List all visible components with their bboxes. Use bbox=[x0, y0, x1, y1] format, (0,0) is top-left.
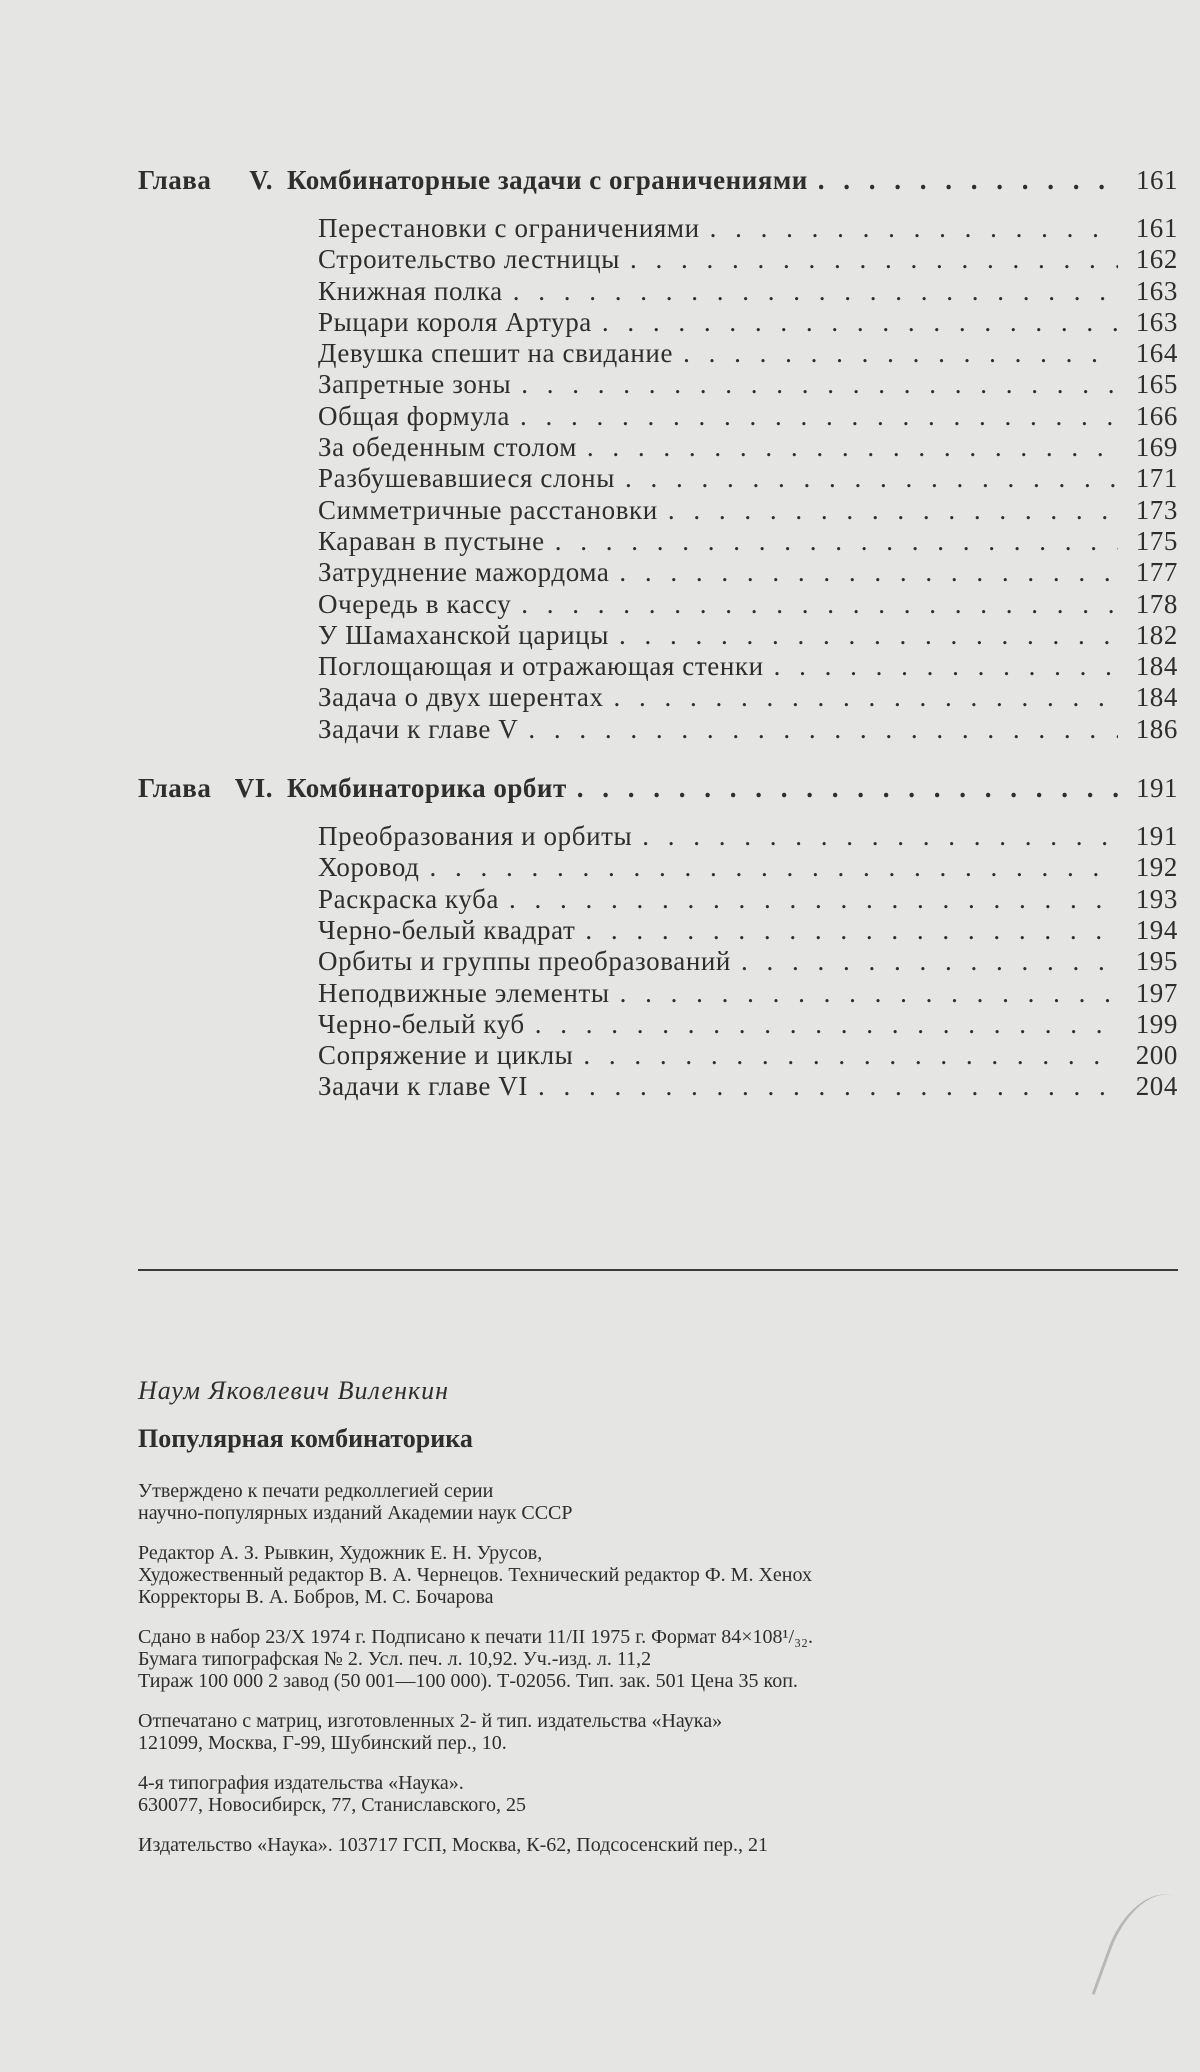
page-smudge-mark bbox=[1092, 1881, 1200, 2019]
author-name: Наум Яковлевич Виленкин bbox=[138, 1376, 450, 1405]
entry-title: Задача о двух шерентах bbox=[318, 682, 604, 713]
dot-leader bbox=[625, 463, 1118, 494]
entry-page: 164 bbox=[1135, 338, 1178, 369]
entry-title: Девушка спешит на свидание bbox=[318, 338, 674, 369]
dot-leader bbox=[583, 1040, 1118, 1071]
toc-entry bbox=[318, 821, 1178, 852]
toc-entry bbox=[318, 651, 1178, 682]
entry-page: 177 bbox=[1135, 557, 1178, 588]
toc-entry bbox=[318, 369, 1178, 400]
dot-leader bbox=[710, 213, 1118, 244]
toc-entry bbox=[318, 1009, 1178, 1040]
printer-line: 4-я типография издательства «Наука». bbox=[138, 1772, 464, 1794]
toc-entry bbox=[318, 682, 1178, 713]
entry-page: 165 bbox=[1135, 369, 1178, 400]
approval-line: Утверждено к печати редколлегией серии bbox=[138, 1480, 494, 1502]
staff-line: Корректоры В. А. Бобров, М. С. Бочарова bbox=[138, 1586, 494, 1608]
toc-entry bbox=[318, 401, 1178, 432]
entry-title: Поглощающая и отражающая стенки bbox=[318, 651, 764, 682]
entry-page: 191 bbox=[1135, 821, 1178, 852]
entry-title: Симметричные расстановки bbox=[318, 494, 658, 525]
dot-leader bbox=[774, 651, 1118, 682]
entry-title: Хоровод bbox=[318, 852, 420, 883]
printer-line: 630077, Новосибирск, 77, Станиславского, 25 bbox=[138, 1794, 526, 1816]
staff-credits bbox=[138, 1542, 1188, 1608]
colophon bbox=[138, 1376, 1188, 1874]
dot-leader bbox=[509, 884, 1118, 915]
matrices-note bbox=[138, 1710, 1188, 1754]
chapter-title: Комбинаторика орбит bbox=[287, 773, 567, 804]
toc-entry bbox=[318, 620, 1178, 651]
dot-leader bbox=[430, 852, 1118, 883]
dot-leader bbox=[619, 557, 1118, 588]
chapter-word: Глава bbox=[138, 773, 212, 804]
toc-entry bbox=[318, 526, 1178, 557]
entry-page: 166 bbox=[1135, 400, 1178, 431]
entry-page: 192 bbox=[1135, 852, 1178, 883]
entry-page: 161 bbox=[1135, 213, 1178, 243]
toc-entry bbox=[318, 495, 1178, 526]
chapter-number: V. bbox=[249, 165, 273, 195]
entry-title: У Шамаханской царицы bbox=[318, 619, 609, 650]
toc-entry bbox=[318, 884, 1178, 915]
entry-title: Очередь в кассу bbox=[318, 588, 512, 619]
approval-line: научно-популярных изданий Академии наук СССР bbox=[138, 1502, 573, 1524]
entry-title: Раскраска куба bbox=[318, 883, 500, 914]
dot-leader bbox=[585, 915, 1118, 946]
print-details bbox=[138, 1626, 1188, 1692]
toc-entry bbox=[318, 1040, 1178, 1071]
entry-title: Черно-белый куб bbox=[318, 1008, 525, 1039]
dot-leader bbox=[555, 526, 1118, 557]
entry-title: Орбиты и группы преобразований bbox=[318, 946, 731, 977]
entry-title: Преобразования и орбиты bbox=[318, 821, 633, 852]
chapter-heading bbox=[138, 773, 1178, 811]
entry-page: 199 bbox=[1135, 1008, 1178, 1039]
dot-leader bbox=[587, 432, 1118, 463]
table-of-contents bbox=[138, 165, 1178, 1103]
section-list bbox=[318, 821, 1178, 1103]
entry-page: 193 bbox=[1135, 883, 1178, 914]
entry-title: Разбушевавшиеся слоны bbox=[318, 463, 615, 494]
dot-leader bbox=[620, 978, 1118, 1009]
entry-title: Задачи к главе V bbox=[318, 713, 519, 744]
dot-leader bbox=[630, 244, 1118, 275]
dot-leader bbox=[642, 821, 1118, 852]
entry-title: Черно-белый квадрат bbox=[318, 914, 576, 945]
toc-entry bbox=[318, 589, 1178, 620]
divider-rule bbox=[138, 1269, 1178, 1271]
entry-page: 175 bbox=[1135, 525, 1178, 556]
toc-entry bbox=[318, 714, 1178, 745]
dot-leader bbox=[577, 773, 1118, 804]
toc-entry bbox=[318, 244, 1178, 275]
dot-leader bbox=[602, 307, 1118, 338]
dot-leader bbox=[683, 338, 1118, 369]
dot-leader bbox=[538, 1071, 1118, 1102]
dot-leader bbox=[668, 495, 1118, 526]
entry-title: Караван в пустыне bbox=[318, 525, 545, 556]
entry-page: 184 bbox=[1135, 682, 1178, 713]
dot-leader bbox=[818, 165, 1118, 196]
entry-page: 178 bbox=[1135, 588, 1178, 619]
dot-leader bbox=[741, 946, 1118, 977]
toc-entry bbox=[318, 852, 1178, 883]
entry-page: 204 bbox=[1135, 1071, 1178, 1102]
entry-page: 169 bbox=[1135, 432, 1178, 463]
dot-leader bbox=[521, 589, 1118, 620]
toc-entry bbox=[318, 978, 1178, 1009]
entry-title: Строительство лестницы bbox=[318, 244, 620, 275]
section-list bbox=[318, 213, 1178, 745]
entry-title: За обеденным столом bbox=[318, 432, 577, 463]
entry-page: 182 bbox=[1135, 619, 1178, 650]
dot-leader bbox=[614, 682, 1118, 713]
entry-page: 197 bbox=[1135, 977, 1178, 1008]
chapter-word: Глава bbox=[138, 165, 212, 195]
toc-entry bbox=[318, 557, 1178, 588]
entry-page: 163 bbox=[1135, 306, 1178, 337]
toc-entry bbox=[318, 307, 1178, 338]
entry-page: 200 bbox=[1135, 1040, 1178, 1071]
toc-entry bbox=[318, 213, 1178, 244]
toc-entry bbox=[318, 463, 1178, 494]
entry-page: 171 bbox=[1135, 463, 1178, 494]
entry-page: 194 bbox=[1135, 914, 1178, 945]
print-line: Тираж 100 000 2 завод (50 001—100 000). Т-02056. Тип. зак. 501 Цена 35 коп. bbox=[138, 1670, 798, 1692]
toc-entry bbox=[318, 432, 1178, 463]
dot-leader bbox=[521, 369, 1118, 400]
publisher-line: Издательство «Наука». 103717 ГСП, Москва, К-62, Подсосенский пер., 21 bbox=[138, 1834, 768, 1856]
printer-address bbox=[138, 1772, 1188, 1816]
publisher-address bbox=[138, 1834, 1188, 1856]
dot-leader bbox=[535, 1009, 1118, 1040]
entry-title: Книжная полка bbox=[318, 275, 503, 306]
entry-page: 163 bbox=[1135, 275, 1178, 306]
entry-title: Перестановки с ограничениями bbox=[318, 213, 700, 243]
entry-title: Рыцари короля Артура bbox=[318, 306, 592, 337]
print-line: Сдано в набор 23/X 1974 г. Подписано к печати 11/II 1975 г. Формат 84×108¹/₃₂. bbox=[138, 1626, 814, 1648]
chapter-page: 161 bbox=[1136, 165, 1178, 195]
dot-leader bbox=[520, 401, 1118, 432]
toc-entry bbox=[318, 946, 1178, 977]
entry-title: Задачи к главе VI bbox=[318, 1071, 528, 1102]
toc-entry bbox=[318, 1071, 1178, 1102]
entry-title: Запретные зоны bbox=[318, 369, 512, 400]
entry-title: Неподвижные элементы bbox=[318, 977, 610, 1008]
entry-page: 184 bbox=[1135, 651, 1178, 682]
chapter-heading bbox=[138, 165, 1178, 203]
matrices-line: Отпечатано с матриц, изготовленных 2- й тип. издательства «Наука» bbox=[138, 1710, 723, 1732]
dot-leader bbox=[528, 714, 1118, 745]
toc-entry bbox=[318, 915, 1178, 946]
entry-page: 173 bbox=[1135, 494, 1178, 525]
approval-note bbox=[138, 1480, 1188, 1524]
staff-line: Художественный редактор В. А. Чернецов. Технический редактор Ф. М. Хенох bbox=[138, 1564, 812, 1586]
chapter-page: 191 bbox=[1136, 773, 1178, 804]
toc-entry bbox=[318, 338, 1178, 369]
entry-page: 162 bbox=[1135, 244, 1178, 275]
dot-leader bbox=[619, 620, 1118, 651]
toc-entry bbox=[318, 276, 1178, 307]
entry-title: Общая формула bbox=[318, 400, 510, 431]
book-title: Популярная комбинаторика bbox=[138, 1424, 473, 1453]
entry-page: 195 bbox=[1135, 946, 1178, 977]
entry-title: Сопряжение и циклы bbox=[318, 1040, 574, 1071]
chapter-number: VI. bbox=[234, 773, 273, 804]
staff-line: Редактор А. З. Рывкин, Художник Е. Н. Урусов, bbox=[138, 1542, 543, 1564]
chapter-title: Комбинаторные задачи с ограничениями bbox=[287, 165, 808, 195]
print-line: Бумага типографская № 2. Усл. печ. л. 10,92. Уч.-изд. л. 11,2 bbox=[138, 1648, 652, 1670]
entry-title: Затруднение мажордома bbox=[318, 557, 610, 588]
dot-leader bbox=[513, 276, 1118, 307]
matrices-line: 121099, Москва, Г-99, Шубинский пер., 10. bbox=[138, 1732, 507, 1754]
entry-page: 186 bbox=[1135, 713, 1178, 744]
